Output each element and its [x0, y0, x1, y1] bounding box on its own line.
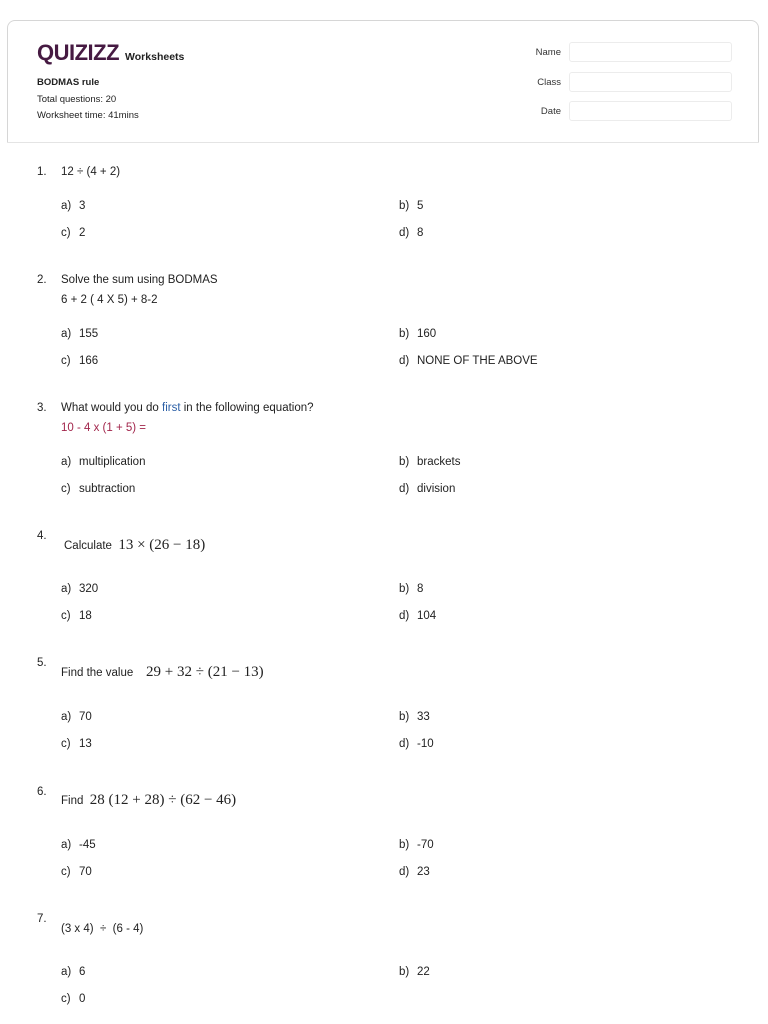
option-c: c) 2: [61, 227, 86, 239]
question-number: 7.: [37, 913, 47, 925]
date-label: Date: [540, 106, 561, 117]
question-number: 4.: [37, 530, 47, 542]
brand: [37, 40, 184, 66]
option-c: c) 0: [61, 993, 86, 1005]
math-expression: 13 × (26 − 18): [118, 537, 206, 553]
worksheet-title: BODMAS rule: [37, 77, 100, 88]
question-text: Find the value 29 + 32 ÷ (21 − 13): [61, 664, 264, 680]
option-b: b) 22: [399, 966, 430, 978]
option-c: c) 13: [61, 738, 92, 750]
option-a: a) 155: [61, 328, 99, 340]
class-label: Class: [537, 77, 561, 88]
option-a: a) 70: [61, 711, 92, 723]
option-d: d) -10: [399, 738, 434, 750]
question-number: 3.: [37, 402, 47, 414]
option-b: b) -70: [399, 839, 434, 851]
option-c: c) 70: [61, 866, 92, 878]
option-a: a) 320: [61, 583, 99, 595]
question-number: 5.: [37, 657, 47, 669]
option-d: d) NONE OF THE ABOVE: [399, 355, 538, 367]
name-field[interactable]: [569, 42, 732, 62]
question-number: 1.: [37, 166, 47, 178]
date-field[interactable]: [569, 101, 732, 121]
question-text: Find 28 (12 + 28) ÷ (62 − 46): [61, 792, 237, 808]
question-expression: 6 + 2 ( 4 X 5) + 8-2: [61, 294, 158, 306]
highlight-word: first: [162, 402, 181, 414]
worksheet-time: Worksheet time: 41mins: [37, 110, 139, 121]
math-expression: 29 + 32 ÷ (21 − 13): [146, 664, 264, 680]
name-label: Name: [535, 47, 561, 58]
question-text: Calculate 13 × (26 − 18): [64, 537, 206, 553]
option-a: a) multiplication: [61, 456, 146, 468]
question-number: 6.: [37, 786, 47, 798]
option-c: c) subtraction: [61, 483, 136, 495]
question-text: Solve the sum using BODMAS: [61, 274, 218, 286]
question-expression: 10 - 4 x (1 + 5) =: [61, 422, 147, 434]
option-b: b) 5: [399, 200, 424, 212]
option-b: b) brackets: [399, 456, 461, 468]
worksheet-header: [7, 20, 759, 143]
option-c: c) 18: [61, 610, 92, 622]
question-text: 12 ÷ (4 + 2): [61, 166, 121, 178]
option-d: d) 23: [399, 866, 430, 878]
option-d: d) 8: [399, 227, 424, 239]
question-text: (3 x 4) ÷ (6 - 4): [61, 923, 144, 935]
option-b: b) 8: [399, 583, 424, 595]
quizizz-logo: QUIZIZZ: [37, 40, 120, 65]
class-field[interactable]: [569, 72, 732, 92]
logo-subtitle: Worksheets: [125, 51, 185, 63]
question-number: 2.: [37, 274, 47, 286]
option-b: b) 33: [399, 711, 430, 723]
option-a: a) -45: [61, 839, 96, 851]
option-a: a) 6: [61, 966, 86, 978]
option-c: c) 166: [61, 355, 99, 367]
option-b: b) 160: [399, 328, 437, 340]
math-expression: 28 (12 + 28) ÷ (62 − 46): [89, 792, 237, 808]
total-questions: Total questions: 20: [37, 94, 117, 105]
option-d: d) 104: [399, 610, 437, 622]
option-a: a) 3: [61, 200, 86, 212]
option-d: d) division: [399, 483, 456, 495]
question-text: What would you do first in the following equation?: [61, 402, 314, 414]
